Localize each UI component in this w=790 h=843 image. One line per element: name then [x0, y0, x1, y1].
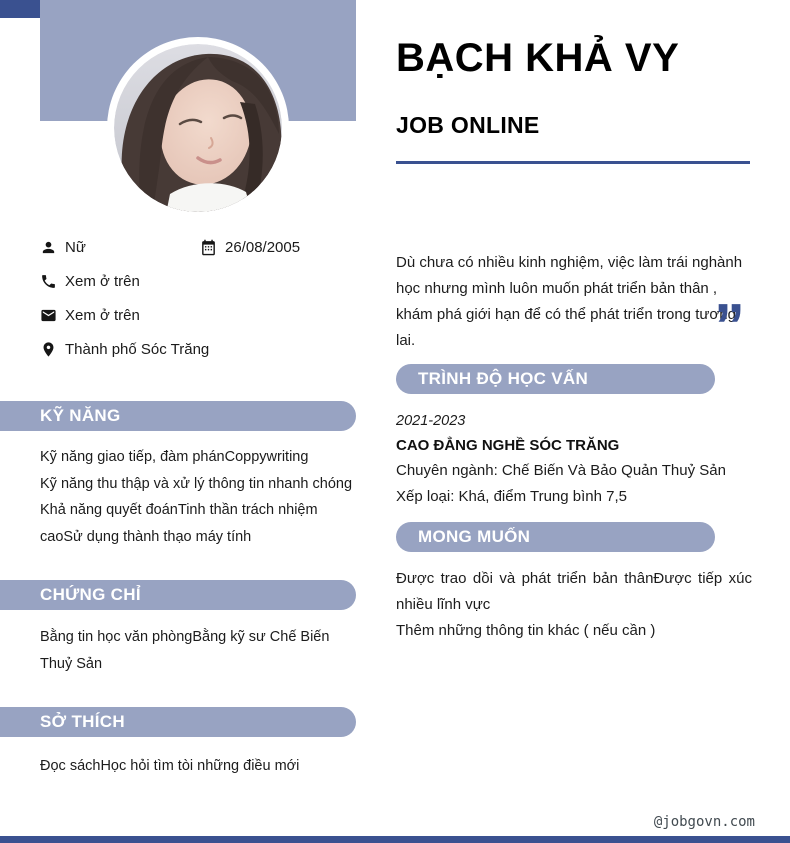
- section-header-wishes: [396, 522, 715, 552]
- info-row-phone: [40, 271, 140, 291]
- certificates-line: Bằng tin học văn phòngBằng kỹ sư Chế Biến Thuỷ Sản: [40, 629, 330, 672]
- email-icon: [40, 307, 57, 324]
- info-row-address: [40, 339, 209, 359]
- section-header-hobbies: [0, 707, 356, 737]
- section-title: SỞ THÍCH: [40, 712, 125, 731]
- info-row-gender: [40, 237, 86, 257]
- summary-paragraph: Dù chưa có nhiều kinh nghiệm, việc làm trái nghành học nhưng mình luôn muốn phát triển bản thân , khám phá giới hạn để có thể phát triển trong tương lai.: [396, 254, 743, 349]
- wishes-line: Được trao dồi và phát triển bản thânĐược tiếp xúc nhiều lĩnh vực: [396, 570, 752, 613]
- info-row-email: [40, 305, 140, 325]
- certificates-content: [40, 624, 358, 677]
- avatar-photo: [114, 44, 282, 212]
- gender-value: Nữ: [65, 238, 86, 256]
- header-divider: [396, 161, 750, 164]
- person-name: BẠCH KHẢ VY: [396, 36, 680, 80]
- avatar: [107, 37, 289, 219]
- section-header-education: [396, 364, 715, 394]
- section-title: MONG MUỐN: [418, 527, 531, 546]
- section-title: KỸ NĂNG: [40, 406, 121, 425]
- education-content: [396, 410, 752, 509]
- person-icon: [40, 239, 57, 256]
- education-major: Chuyên ngành: Chế Biến Và Bảo Quản Thuỷ Sản: [396, 462, 726, 479]
- hobbies-line: Đọc sáchHọc hỏi tìm tòi những điều mới: [40, 758, 300, 774]
- calendar-icon: [200, 239, 217, 256]
- info-row-birthday: [200, 237, 300, 257]
- skills-line: Kỹ năng giao tiếp, đàm phánCoppywriting: [40, 449, 309, 465]
- education-grade: Xếp loại: Khá, điểm Trung bình 7,5: [396, 487, 627, 505]
- quote-icon: ”: [714, 292, 745, 361]
- section-header-skills: [0, 401, 356, 431]
- skills-content: [40, 444, 358, 550]
- skills-line: Khả năng quyết đoánTinh thần trách nhiệm caoSử dụng thành thạo máy tính: [40, 502, 318, 545]
- section-title: CHỨNG CHỈ: [40, 585, 141, 604]
- section-title: TRÌNH ĐỘ HỌC VẤN: [418, 369, 589, 388]
- name-block: [396, 36, 752, 164]
- footer-accent-bar: [0, 836, 790, 843]
- wishes-content: [396, 566, 752, 644]
- birthday-value: 26/08/2005: [225, 238, 301, 256]
- phone-icon: [40, 273, 57, 290]
- hobbies-content: [40, 753, 358, 780]
- education-period: 2021-2023: [396, 413, 466, 429]
- wishes-line: Thêm những thông tin khác ( nếu cần ): [396, 622, 656, 639]
- top-accent-strip: [0, 0, 40, 18]
- skills-line: Kỹ năng thu thập và xử lý thông tin nhanh chóng: [40, 475, 353, 492]
- job-title: JOB ONLINE: [396, 112, 540, 138]
- section-header-certificates: [0, 580, 356, 610]
- email-value: Xem ở trên: [65, 306, 140, 324]
- address-value: Thành phố Sóc Trăng: [65, 340, 210, 358]
- phone-value: Xem ở trên: [65, 272, 140, 290]
- education-school: CAO ĐẲNG NGHỀ SÓC TRĂNG: [396, 437, 620, 454]
- watermark-credit: @jobgovn.com: [653, 814, 755, 830]
- location-icon: [40, 341, 57, 358]
